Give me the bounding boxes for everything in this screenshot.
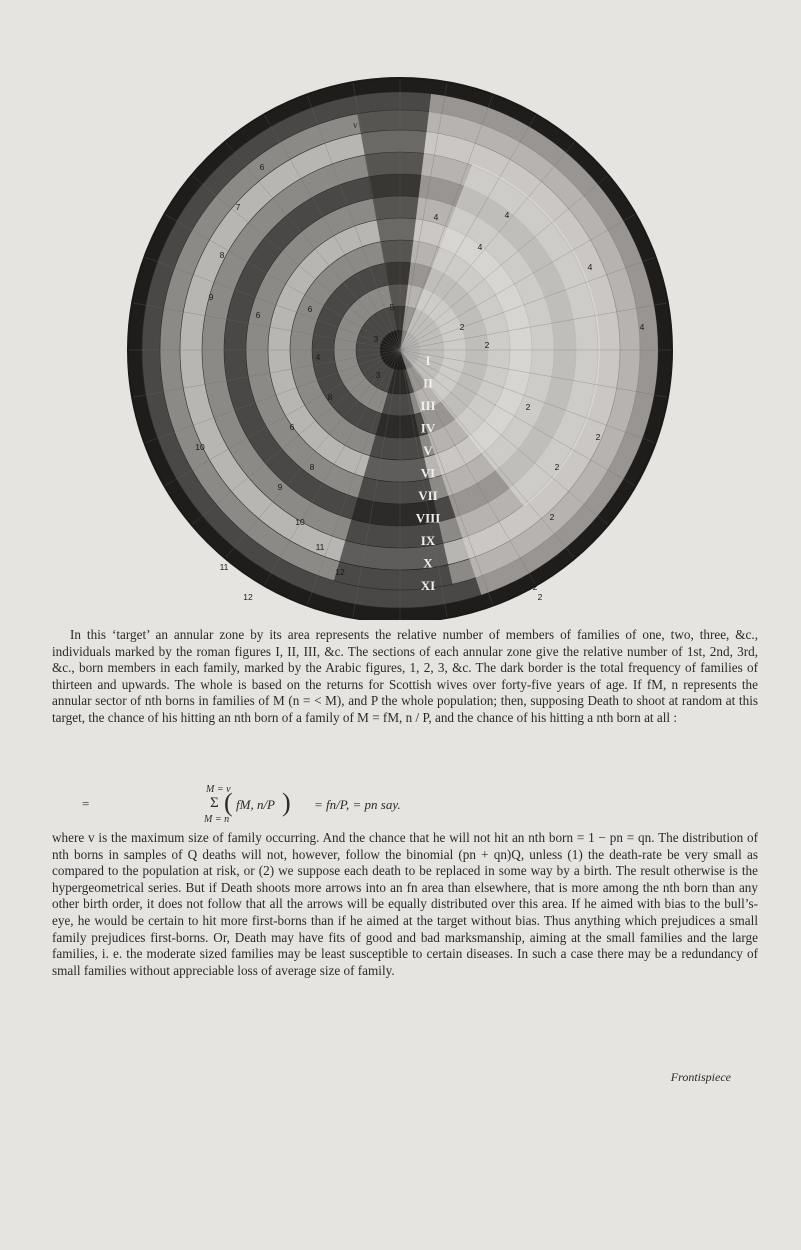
open-paren: ( (224, 788, 233, 817)
close-paren: ) (282, 788, 291, 817)
sector-number: 9 (208, 292, 214, 302)
body-paragraph (52, 830, 758, 979)
sector-number: 4 (639, 322, 645, 332)
frontispiece-label: Frontispiece (670, 1070, 731, 1084)
sector-number: 8 (219, 250, 225, 260)
body-text: where v is the maximum size of family occurring. And the chance that he will not hit an nth born = 1 − pn = qn. The distribution of nth borns in samples of Q deaths will not, however, follow the binomial (pn + qn)Q, unless (1) the death-rate be very small as compared to the population at risk, or (2) we suppose each death to be replaced in some way by a birth. The result otherwise is the hypergeometrical series. But if Death shoots more arrows into an fn area than elsewhere, that is more among the nth born than any other birth order, it does not follow that all the arrows will be equally distributed over this area. If he aimed with bias to the bull’s-eye, he would be certain to hit more first-borns than if he aimed at the target without bias. Thus anything which prejudices a small family prejudices first-borns. Or, Death may have fits of good and bad marksmanship, aiming at the small families and the large families, i. e. the moderate sized families may be least susceptible to certain diseases. In such a case there may be a redundancy of small families without appreciable loss of average size of family. (52, 830, 758, 978)
roman-numeral: IV (420, 420, 436, 436)
roman-numeral: II (422, 375, 434, 391)
top-mark: v (353, 120, 358, 130)
sector-number: 4 (433, 212, 439, 222)
sector-number: 4 (504, 210, 510, 220)
sector-number: 10 (295, 517, 305, 527)
sector-number: 2 (557, 552, 563, 562)
sector-number: 2 (532, 582, 538, 592)
sector-number: 11 (219, 562, 229, 572)
sector-number: 12 (243, 592, 253, 602)
sector-number: 5 (389, 302, 395, 312)
sector-number: 2 (554, 462, 560, 472)
target-diagram (0, 0, 801, 620)
roman-numeral: III (420, 398, 436, 413)
roman-numeral: VII (418, 488, 438, 503)
sector-number: 8 (327, 392, 333, 402)
sector-number: 12 (335, 567, 345, 577)
sector-number: 3 (375, 370, 381, 380)
sector-number: 7 (235, 202, 241, 212)
roman-numeral: VI (420, 465, 436, 481)
chance-formula (52, 784, 758, 828)
sector-number: 3 (373, 334, 379, 344)
roman-numeral: VIII (415, 510, 441, 526)
roman-numeral: X (423, 555, 433, 571)
formula-result: = fn/P, = pn say. (314, 797, 401, 812)
sector-number: 2 (537, 592, 543, 602)
roman-numeral: IX (420, 533, 436, 548)
sector-number: 8 (309, 462, 315, 472)
figure-caption (52, 627, 758, 727)
sector-number: 10 (195, 442, 205, 452)
sector-number: 4 (587, 262, 593, 272)
sum-term: fM, n/P (236, 797, 275, 812)
sector-number: 2 (549, 512, 555, 522)
sector-number: 2 (525, 402, 531, 412)
sector-number: 6 (289, 422, 295, 432)
sector-number: 2 (595, 432, 601, 442)
formula-equals: = (82, 796, 90, 811)
roman-numeral: XI (420, 578, 436, 593)
sum-lower-limit: M = n (204, 814, 230, 825)
sector-number: 4 (315, 352, 321, 362)
sector-number: 2 (459, 322, 465, 332)
sector-number: 4 (477, 242, 483, 252)
sector-number: 2 (484, 340, 490, 350)
sector-number: 6 (255, 310, 261, 320)
sector-number: 9 (277, 482, 283, 492)
roman-numeral: I (425, 353, 431, 368)
caption-text: In this ‘target’ an annular zone by its area represents the relative number of members of families of one, two, three, &c., individuals marked by the roman figures I, II, III, &c. The sections of each annular zone give the relative number of 1st, 2nd, 3rd, &c., born members in each family, marked by the Arabic figures, 1, 2, 3, &c. The dark border is the total frequency of families of thirteen and upwards. The whole is based on the returns for Scottish wives over forty-five years of age. If fM, n represents the annular sector of nth borns in families of M (n = < M), and P the whole population; then, supposing Death to shoot at random at this target, the chance of his hitting an nth born of a family of M = fM, n / P, and the chance of his hitting a nth born at all : (52, 627, 758, 725)
sector-number: 6 (259, 162, 265, 172)
roman-numeral: V (423, 443, 433, 458)
sum-upper-limit: M = v (206, 784, 231, 795)
sigma-symbol: Σ (210, 795, 219, 811)
sector-number: 6 (307, 304, 313, 314)
sector-number: 11 (315, 542, 325, 552)
